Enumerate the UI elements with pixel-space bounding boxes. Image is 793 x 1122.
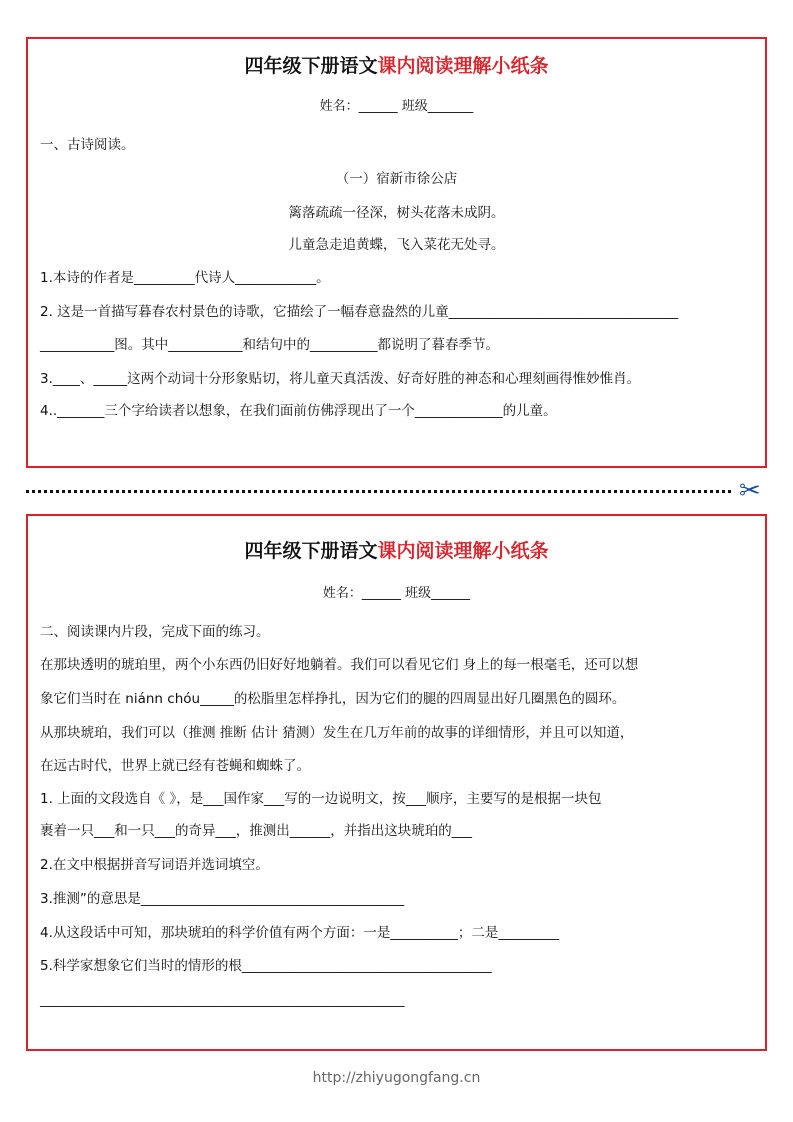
card-title xyxy=(28,51,765,78)
question-5: 5.科学家想象它们当时的情形的根_____________________________________ xyxy=(40,958,492,974)
footer-url: http://zhiyugongfang.cn xyxy=(312,1070,481,1086)
passage-line-3: 从那块琥珀，我们可以（推测 推断 估计 猜测）发生在几万年前的故事的详细情形，并且可以知道， xyxy=(40,725,634,741)
question-2: 2.在文中根据拼音写词语并选词填空。 xyxy=(40,857,269,873)
title-highlight: 课内阅读理解小纸条 xyxy=(377,540,549,562)
passage-line-2: 象它们当时在 niánn chóu_____的松脂里怎样挣扎，因为它们的腿的四周显出好几圈黑色的圆环。 xyxy=(40,691,626,707)
title-main: 四年级下册语文 xyxy=(244,55,378,77)
section-heading: 二、阅读课内片段，完成下面的练习。 xyxy=(40,624,270,640)
section-heading: 一、古诗阅读。 xyxy=(40,137,135,153)
poem-line-2: 儿童急走追黄蝶，飞入菜花无处寻。 xyxy=(288,237,505,253)
question-2-line-1: 2. 这是一首描写暮春农村景色的诗歌，它描绘了一幅春意盎然的儿童__________________________________ xyxy=(40,304,679,320)
poem-title: （一）宿新市徐公店 xyxy=(335,171,458,187)
cut-line xyxy=(26,476,766,506)
dotted-divider xyxy=(26,490,731,493)
question-2-line-2: ___________图。其中___________和结句中的__________都说明了暮春季节。 xyxy=(40,337,499,353)
worksheet-card-2 xyxy=(26,514,767,1051)
name-class-line: 姓名：______ 班级_______ xyxy=(319,99,474,114)
scissors-icon: ✂ xyxy=(739,476,761,506)
worksheet-card-1 xyxy=(26,37,767,468)
question-1-line-1: 1. 上面的文段选自《 》，是___国作家___写的一边说明文，按___顺序，主要写的是根据一块包 xyxy=(40,791,602,807)
name-class-line: 姓名：______ 班级______ xyxy=(322,586,471,601)
passage-line-1: 在那块透明的琥珀里，两个小东西仍旧好好地躺着。我们可以看见它们 身上的每一根毫毛，还可以想 xyxy=(40,657,639,673)
question-4: 4.从这段话中可知，那块琥珀的科学价值有两个方面：一是__________；二是_________ xyxy=(40,925,560,941)
passage-line-4: 在远古时代，世界上就已经有苍蝇和蜘蛛了。 xyxy=(40,758,310,774)
question-5-answer-line: ______________________________________________________ xyxy=(40,992,405,1008)
question-1: 1.本诗的作者是_________代诗人____________。 xyxy=(40,270,330,286)
title-highlight: 课内阅读理解小纸条 xyxy=(377,55,549,77)
question-1-line-2: 裹着一只___和一只___的奇异___，推测出______，并指出这块琥珀的___ xyxy=(40,823,472,839)
poem-line-1: 篱落疏疏一径深，树头花落未成阴。 xyxy=(288,205,505,221)
question-4: 4.._______三个字给读者以想象，在我们面前仿佛浮现出了一个_____________的儿童。 xyxy=(40,403,557,419)
card-title xyxy=(28,536,765,563)
question-3: 3.推测”的意思是_______________________________________ xyxy=(40,891,405,907)
question-3: 3.____、_____这两个动词十分形象贴切，将儿童天真活泼、好奇好胜的神态和心理刻画得惟妙惟肖。 xyxy=(40,371,641,387)
title-main: 四年级下册语文 xyxy=(244,540,378,562)
